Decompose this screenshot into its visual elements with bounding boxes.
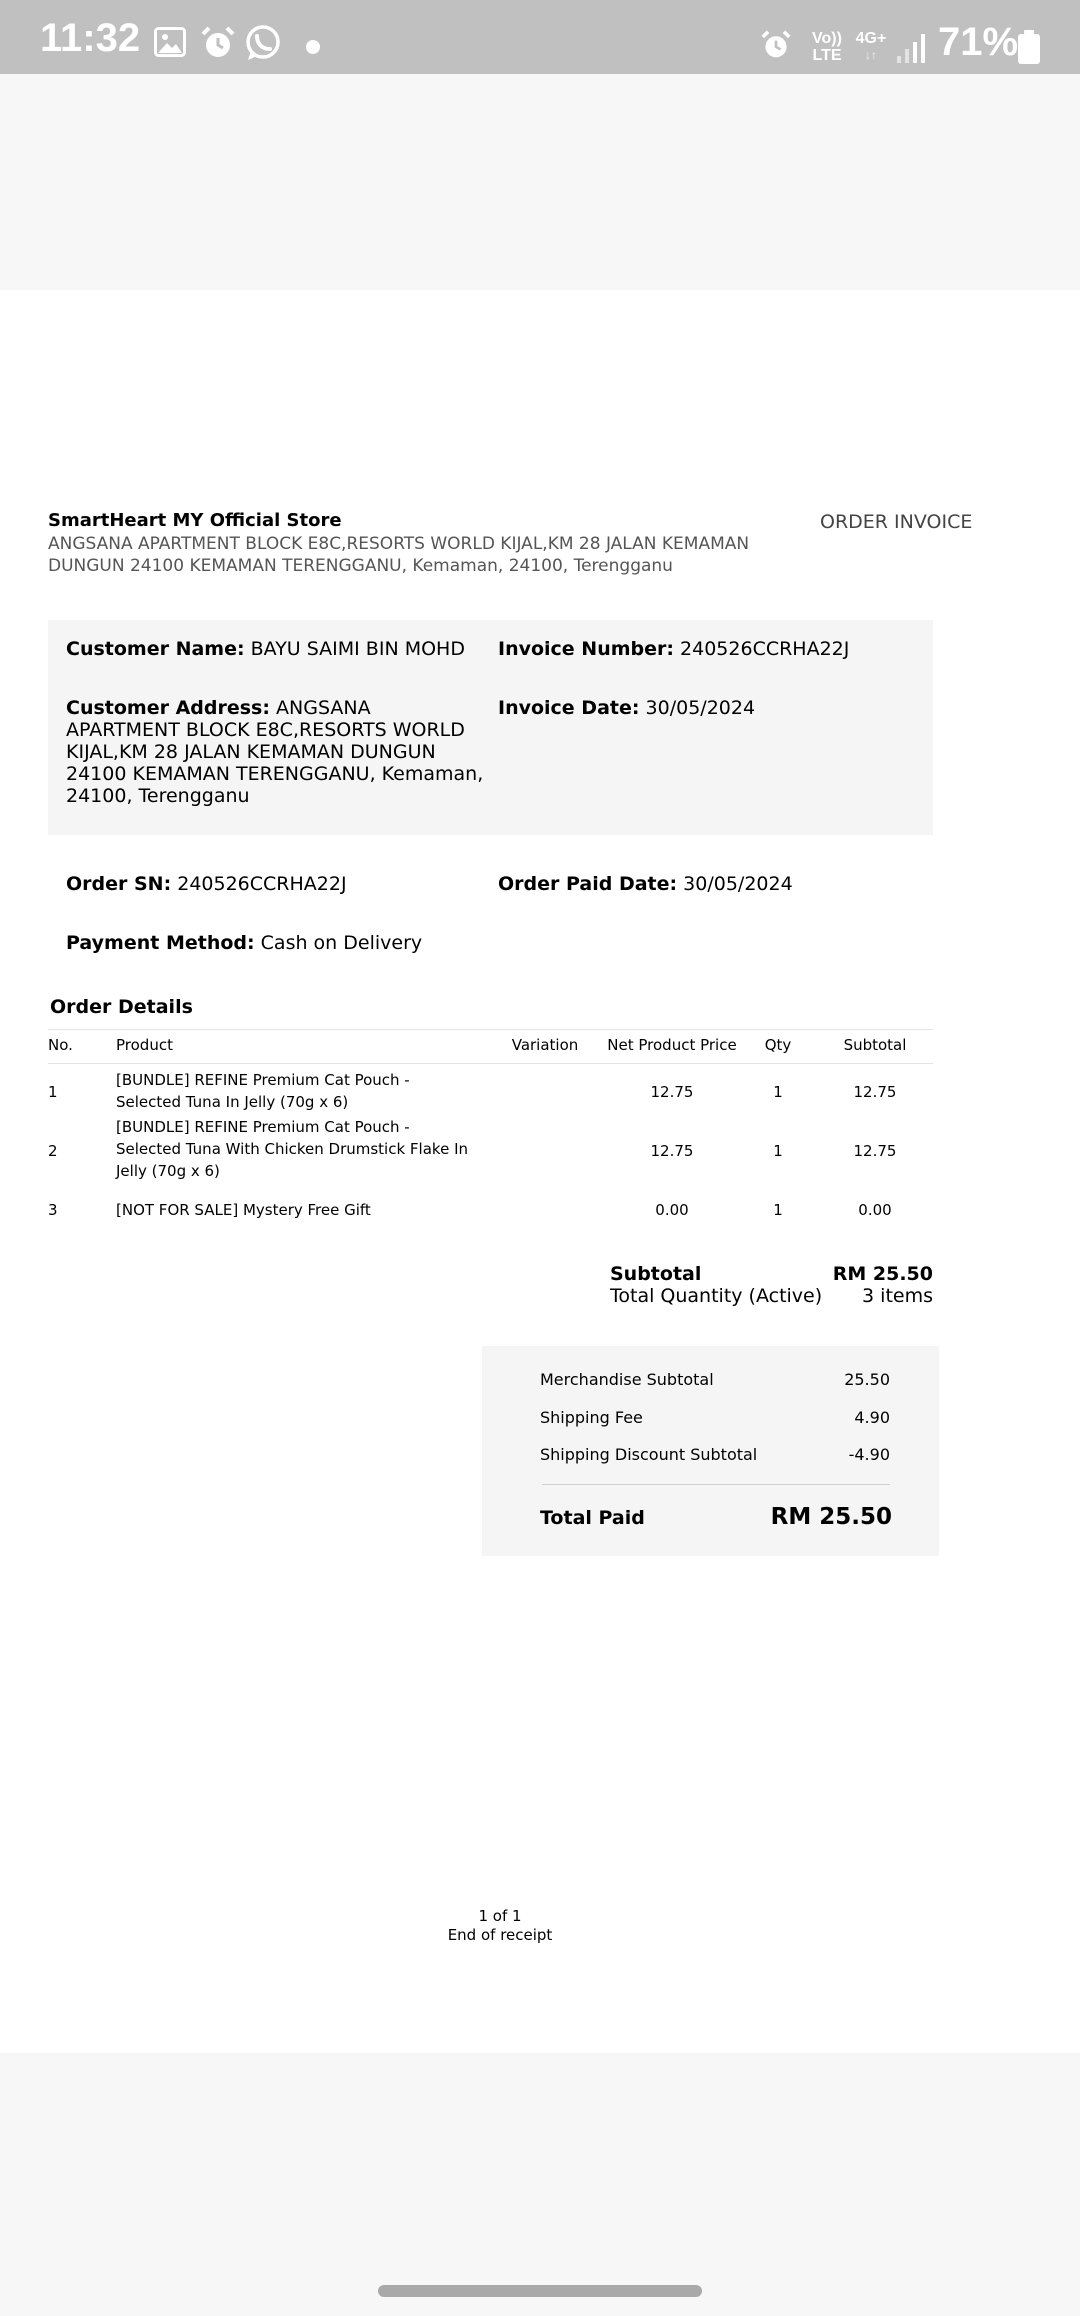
shipping-fee-value: 4.90 [854,1408,890,1427]
row-no: 1 [48,1083,58,1101]
row-subtotal: 12.75 [853,1142,897,1160]
row-price: 12.75 [650,1083,694,1101]
status-time: 11:32 [40,16,141,60]
alarm-icon [200,26,236,64]
row-no: 3 [48,1201,58,1219]
merchandise-subtotal-value: 25.50 [844,1370,890,1389]
notification-dot-icon [306,40,320,54]
network-type-indicator: 4G+ ↓↑ [855,30,887,62]
invoice-title: ORDER INVOICE [820,511,973,533]
order-sn: Order SN: 240526CCRHA22J [66,873,347,895]
home-indicator[interactable] [378,2285,702,2297]
column-header-variation: Variation [511,1036,579,1054]
end-of-receipt: End of receipt [447,1926,553,1944]
shipping-discount-label: Shipping Discount Subtotal [540,1445,758,1464]
invoice-document [0,290,1080,2053]
order-details-title: Order Details [50,996,193,1018]
signal-icon [896,32,926,68]
column-header-net-price: Net Product Price [607,1036,737,1054]
column-header-qty: Qty [764,1036,792,1054]
column-header-no: No. [48,1036,73,1054]
column-header-subtotal: Subtotal [843,1036,907,1054]
receipt-footer [0,1907,1000,1945]
total-paid-value: RM 25.50 [770,1504,892,1530]
store-name: SmartHeart MY Official Store [48,510,342,531]
battery-percentage: 71% [938,20,1019,64]
row-qty: 1 [773,1142,783,1160]
total-quantity-label: Total Quantity (Active) [610,1285,823,1307]
table-header-divider [48,1063,933,1064]
row-qty: 1 [773,1083,783,1101]
row-subtotal: 12.75 [853,1083,897,1101]
total-quantity-value: 3 items [862,1285,933,1307]
row-price: 12.75 [650,1142,694,1160]
gallery-icon [154,27,186,61]
row-qty: 1 [773,1201,783,1219]
subtotal-value: RM 25.50 [832,1263,933,1285]
payment-method: Payment Method: Cash on Delivery [66,932,423,954]
volte-indicator: Vo)) LTE [812,30,842,64]
shipping-discount-value: -4.90 [848,1445,890,1464]
payment-summary-box [482,1346,939,1556]
table-top-divider [48,1029,933,1030]
row-subtotal: 0.00 [858,1201,892,1219]
store-address: ANGSANA APARTMENT BLOCK E8C,RESORTS WORLD KIJAL,KM 28 JALAN KEMAMAN DUNGUN 24100 KEMAMAN TERENGGANU, Kemaman, 24100, Terengganu [48,534,750,576]
row-product: [BUNDLE] REFINE Premium Cat Pouch - Selected Tuna In Jelly (70g x 6) [116,1071,410,1111]
whatsapp-icon [244,24,282,66]
invoice-date: Invoice Date: 30/05/2024 [498,697,756,719]
battery-icon [1018,30,1040,68]
shipping-fee-label: Shipping Fee [540,1408,643,1427]
status-bar [0,0,1080,74]
customer-address: Customer Address: ANGSANA APARTMENT BLOCK E8C,RESORTS WORLD KIJAL,KM 28 JALAN KEMAMAN DUNGUN 24100 KEMAMAN TERENGGANU, Kemaman, 24100, Terengganu [66,697,484,807]
subtotal-label: Subtotal [610,1263,702,1285]
total-paid-label: Total Paid [540,1507,645,1529]
row-product: [BUNDLE] REFINE Premium Cat Pouch - Selected Tuna With Chicken Drumstick Flake In Jelly (70g x 6) [116,1118,468,1180]
column-header-product: Product [116,1036,173,1054]
order-paid-date: Order Paid Date: 30/05/2024 [498,873,793,895]
invoice-number: Invoice Number: 240526CCRHA22J [498,638,850,660]
merchandise-subtotal-label: Merchandise Subtotal [540,1370,714,1389]
page-indicator: 1 of 1 [478,1907,522,1925]
row-no: 2 [48,1142,58,1160]
row-product: [NOT FOR SALE] Mystery Free Gift [116,1201,371,1219]
row-price: 0.00 [655,1201,689,1219]
customer-name: Customer Name: BAYU SAIMI BIN MOHD [66,638,465,660]
total-divider [542,1484,890,1485]
alarm-icon [760,30,792,64]
